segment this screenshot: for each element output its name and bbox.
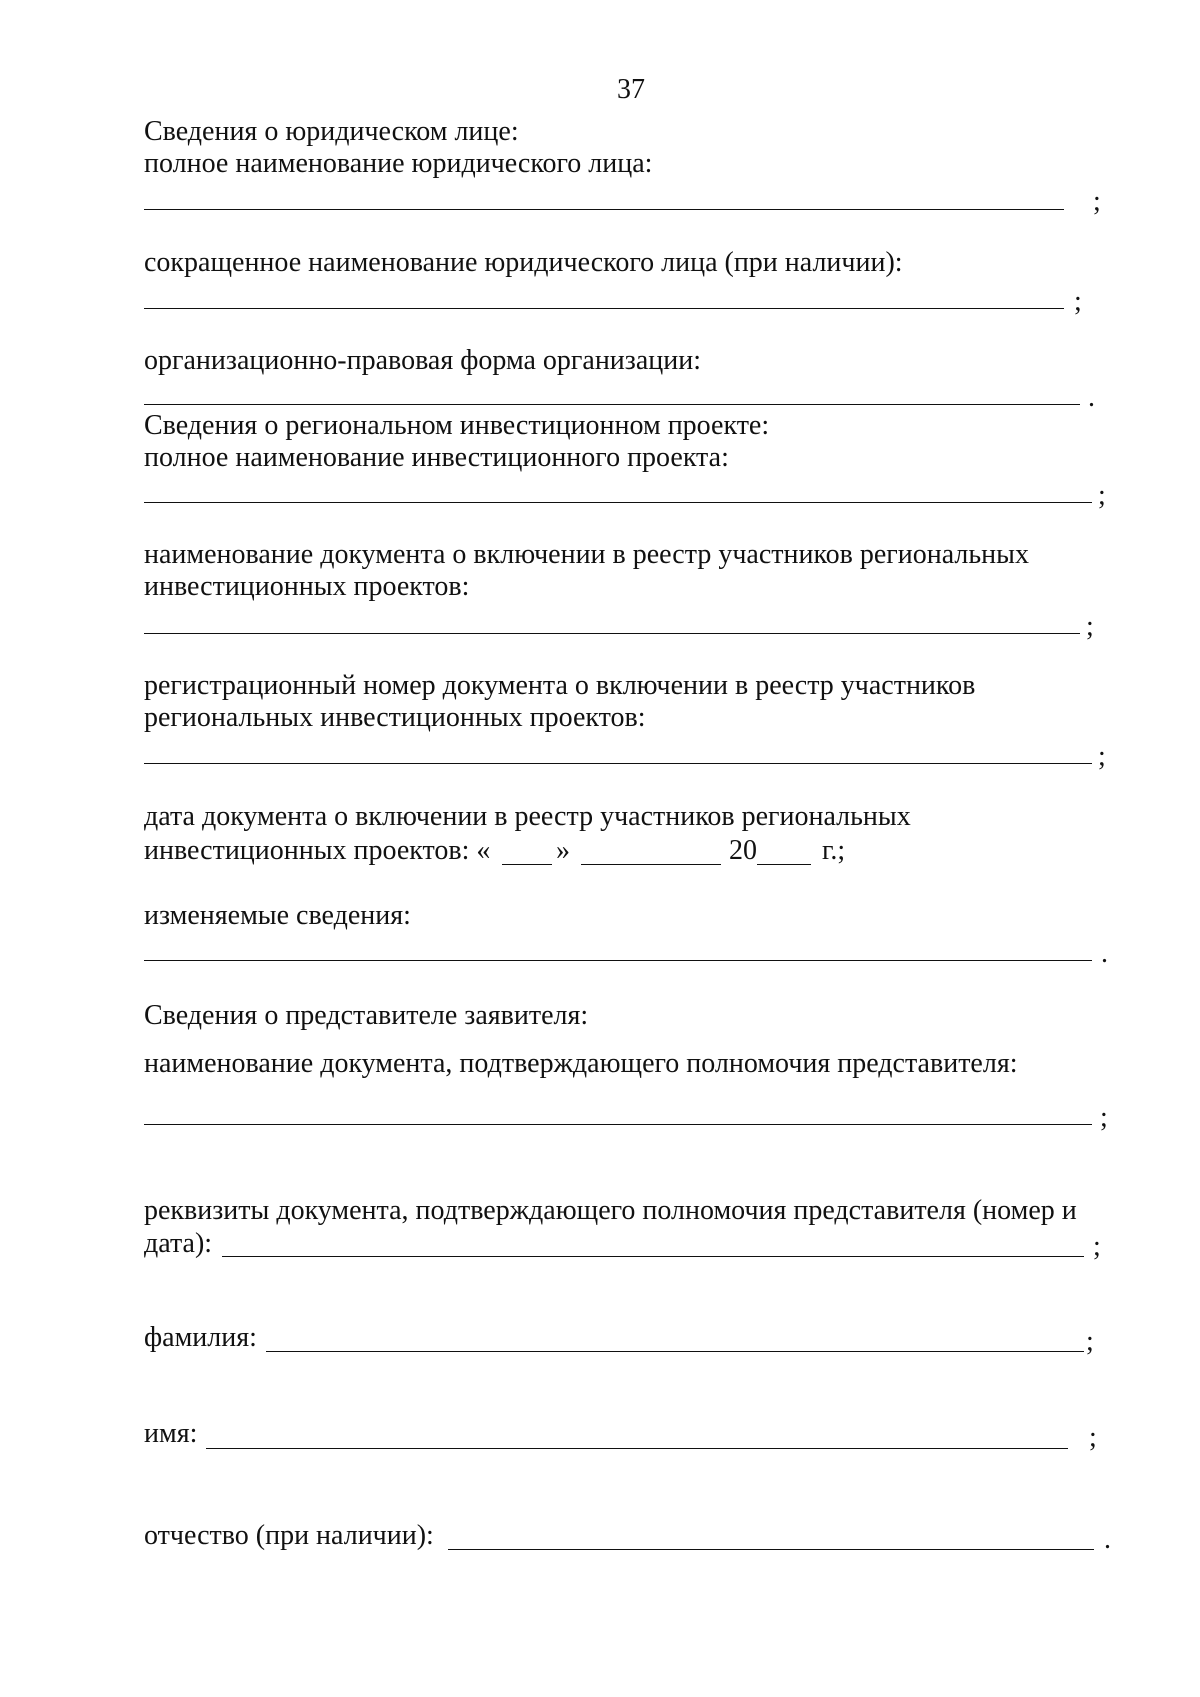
representative-surname-end: ;: [1086, 1326, 1094, 1357]
project-doc-date-label-line1: дата документа о включении в реестр участников региональных: [144, 801, 911, 832]
representative-name-field[interactable]: [206, 1448, 1068, 1449]
project-full-name-field[interactable]: [144, 502, 1092, 503]
project-reg-number-label-line1: регистрационный номер документа о включении в реестр участников: [144, 670, 976, 701]
project-doc-name-field[interactable]: [144, 633, 1080, 634]
legal-entity-short-name-end: ;: [1074, 286, 1082, 317]
project-doc-date-prefix: инвестиционных проектов: «: [144, 835, 491, 866]
project-heading: Сведения о региональном инвестиционном проекте:: [144, 410, 770, 441]
project-doc-date-month-field[interactable]: [581, 864, 721, 865]
legal-entity-org-form-label: организационно-правовая форма организации:: [144, 345, 702, 376]
project-changed-end: .: [1101, 938, 1108, 969]
representative-authority-doc-end: ;: [1100, 1102, 1108, 1133]
representative-authority-details-field[interactable]: [222, 1256, 1084, 1257]
representative-authority-doc-label: наименование документа, подтверждающего полномочия представителя:: [144, 1048, 1018, 1079]
representative-surname-label: фамилия:: [144, 1322, 257, 1353]
legal-entity-short-name-label: сокращенное наименование юридического лица (при наличии):: [144, 247, 903, 278]
page-number: 37: [617, 74, 645, 105]
project-full-name-end: ;: [1098, 480, 1106, 511]
project-doc-date-day-field[interactable]: [502, 864, 552, 865]
project-doc-date-quote-close: »: [556, 835, 570, 866]
representative-patronymic-label: отчество (при наличии):: [144, 1520, 434, 1551]
representative-authority-details-line1: реквизиты документа, подтверждающего полномочия представителя (номер и: [144, 1195, 1077, 1226]
project-doc-date-year-prefix: 20: [729, 835, 757, 866]
project-doc-date-year-field[interactable]: [757, 864, 811, 865]
project-changed-label: изменяемые сведения:: [144, 900, 411, 931]
project-doc-name-label-line1: наименование документа о включении в реестр участников региональных: [144, 539, 1029, 570]
project-doc-date-suffix: г.;: [822, 835, 846, 866]
representative-authority-doc-field[interactable]: [144, 1124, 1092, 1125]
project-reg-number-label-line2: региональных инвестиционных проектов:: [144, 702, 646, 733]
representative-patronymic-field[interactable]: [448, 1549, 1094, 1550]
legal-entity-org-form-field[interactable]: [144, 404, 1080, 405]
representative-name-end: ;: [1089, 1422, 1097, 1453]
representative-authority-details-end: ;: [1093, 1231, 1101, 1262]
legal-entity-full-name-label: полное наименование юридического лица:: [144, 148, 653, 179]
project-full-name-label: полное наименование инвестиционного проекта:: [144, 442, 729, 473]
representative-authority-details-line2: дата):: [144, 1228, 213, 1259]
project-doc-name-end: ;: [1086, 611, 1094, 642]
project-reg-number-field[interactable]: [144, 763, 1092, 764]
legal-entity-full-name-end: ;: [1093, 186, 1101, 217]
representative-patronymic-end: .: [1104, 1524, 1111, 1555]
legal-entity-full-name-field[interactable]: [144, 209, 1064, 210]
legal-entity-short-name-field[interactable]: [144, 308, 1064, 309]
representative-surname-field[interactable]: [266, 1351, 1084, 1352]
representative-name-label: имя:: [144, 1418, 198, 1449]
project-doc-name-label-line2: инвестиционных проектов:: [144, 571, 470, 602]
legal-entity-org-form-end: .: [1088, 382, 1095, 413]
project-changed-field[interactable]: [144, 960, 1092, 961]
project-reg-number-end: ;: [1098, 741, 1106, 772]
legal-entity-heading: Сведения о юридическом лице:: [144, 116, 519, 147]
representative-heading: Сведения о представителе заявителя:: [144, 1000, 589, 1031]
